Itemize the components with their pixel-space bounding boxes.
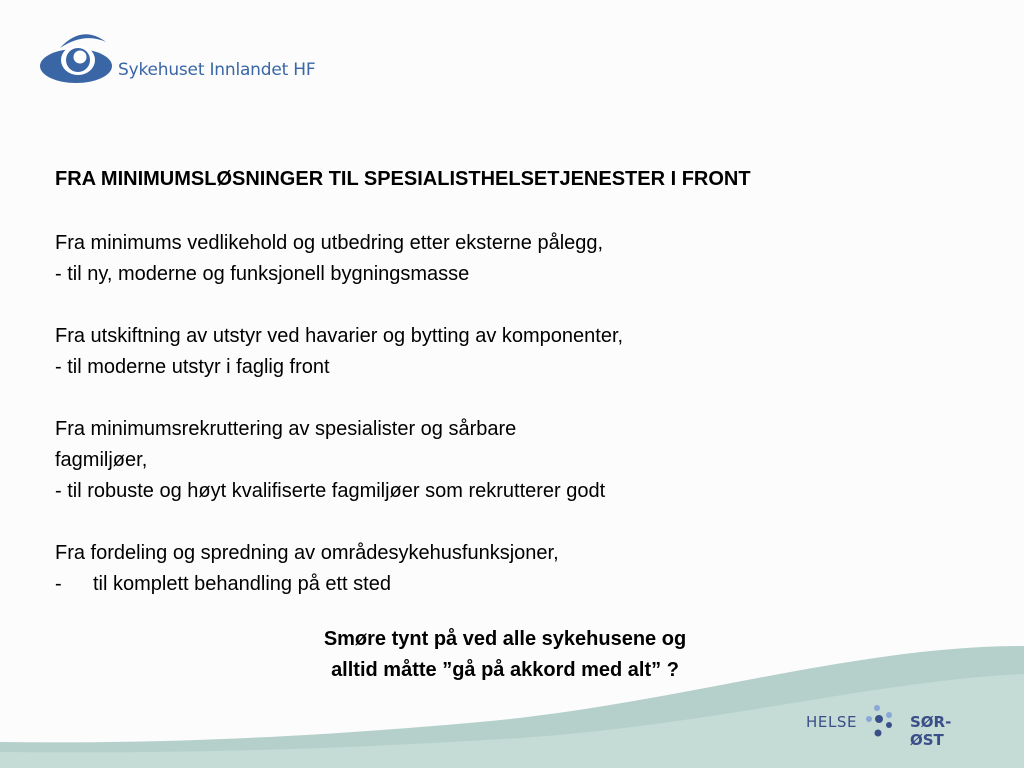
paragraph-line: Fra minimums vedlikehold og utbedring etter eksterne pålegg, xyxy=(55,232,604,254)
sor-ost-text: SØR-ØST xyxy=(910,713,952,749)
paragraph-line: fagmiljøer, xyxy=(55,449,148,471)
helse-text: HELSE xyxy=(806,713,858,731)
dot-cluster-logo-icon xyxy=(864,704,906,740)
bullet-line xyxy=(55,569,955,600)
paragraph-line: Fra fordeling og spredning av områdesykehusfunksjoner, xyxy=(55,542,559,564)
slide-heading: FRA MINIMUMSLØSNINGER TIL SPESIALISTHELSETJENESTER I FRONT xyxy=(55,168,751,190)
paragraph-line: - til ny, moderne og funksjonell bygningsmasse xyxy=(55,263,470,285)
helse-sor-ost-logo xyxy=(806,704,976,749)
slide-body xyxy=(55,228,955,600)
logo-text: Sykehuset Innlandet HF xyxy=(118,60,316,80)
sykehuset-innlandet-logo xyxy=(38,28,316,92)
bullet-text: til komplett behandling på ett sted xyxy=(93,573,391,595)
closing-line: Smøre tynt på ved alle sykehusene og xyxy=(323,628,687,650)
paragraph-recruitment xyxy=(55,414,955,507)
paragraph-line: - til moderne utstyr i faglig front xyxy=(55,356,330,378)
paragraph-functions xyxy=(55,538,955,600)
paragraph-line: - til robuste og høyt kvalifiserte fagmiljøer som rekrutterer godt xyxy=(55,480,606,502)
paragraph-equipment xyxy=(55,321,955,383)
bullet-dash: - xyxy=(55,573,62,595)
closing-line: alltid måtte ”gå på akkord med alt” ? xyxy=(331,659,679,681)
paragraph-buildings xyxy=(55,228,955,290)
paragraph-line: Fra minimumsrekruttering av spesialister og sårbare xyxy=(55,418,517,440)
eye-swirl-logo-icon xyxy=(38,28,118,92)
closing-question xyxy=(0,624,1010,686)
paragraph-line: Fra utskiftning av utstyr ved havarier og bytting av komponenter, xyxy=(55,325,624,347)
